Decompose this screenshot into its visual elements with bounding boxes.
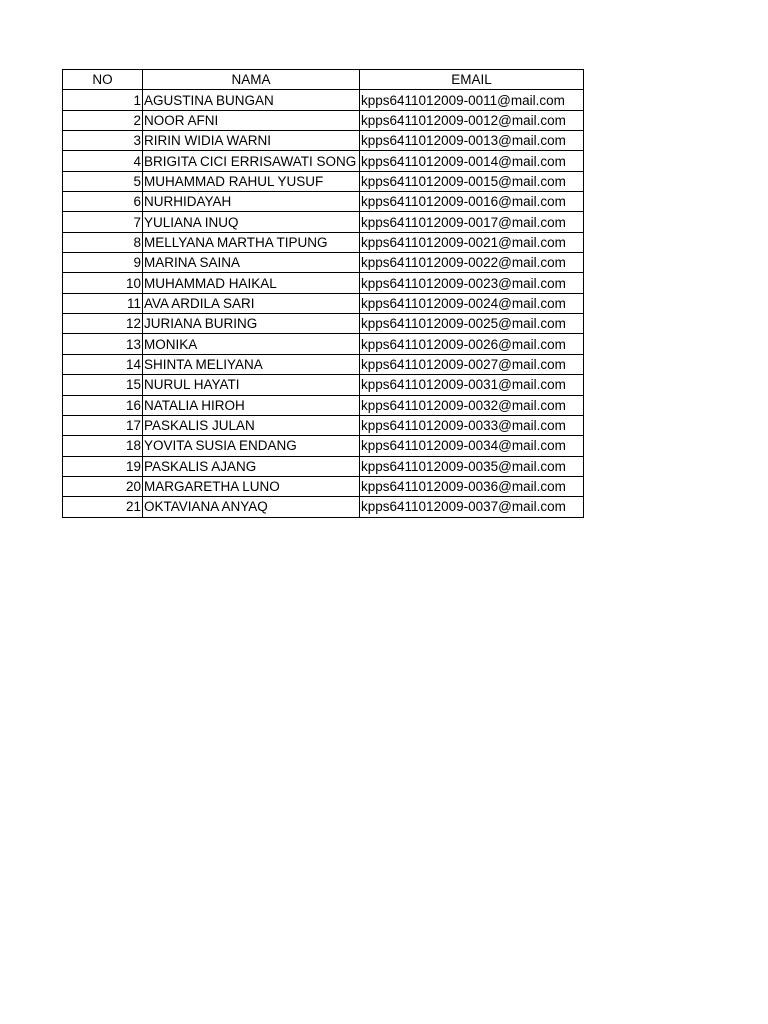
row-name-cell: YULIANA INUQ: [143, 212, 360, 232]
row-no-cell: 4: [63, 151, 143, 171]
row-name-cell: RIRIN WIDIA WARNI: [143, 131, 360, 151]
row-no-cell: 19: [63, 456, 143, 476]
table-row: [63, 395, 584, 415]
table-row: [63, 212, 584, 232]
row-email-cell: kpps6411012009-0026@mail.com: [360, 334, 584, 354]
row-no-cell: 2: [63, 110, 143, 130]
table-row: [63, 253, 584, 273]
row-name-cell: YOVITA SUSIA ENDANG: [143, 436, 360, 456]
row-no-cell: 9: [63, 253, 143, 273]
row-name-cell: JURIANA BURING: [143, 314, 360, 334]
row-no-cell: 18: [63, 436, 143, 456]
table-row: [63, 273, 584, 293]
contact-table: [62, 69, 584, 518]
table-body: [63, 90, 584, 517]
row-name-cell: MARGARETHA LUNO: [143, 476, 360, 496]
row-name-cell: AVA ARDILA SARI: [143, 293, 360, 313]
table-row: [63, 456, 584, 476]
row-email-cell: kpps6411012009-0015@mail.com: [360, 171, 584, 191]
row-no-cell: 17: [63, 415, 143, 435]
table-row: [63, 110, 584, 130]
table-row: [63, 497, 584, 517]
row-no-cell: 15: [63, 375, 143, 395]
row-email-cell: kpps6411012009-0037@mail.com: [360, 497, 584, 517]
row-no-cell: 16: [63, 395, 143, 415]
table-row: [63, 476, 584, 496]
header-email: EMAIL: [360, 70, 584, 90]
table-row: [63, 314, 584, 334]
row-email-cell: kpps6411012009-0025@mail.com: [360, 314, 584, 334]
row-email-cell: kpps6411012009-0017@mail.com: [360, 212, 584, 232]
row-email-cell: kpps6411012009-0036@mail.com: [360, 476, 584, 496]
row-no-cell: 10: [63, 273, 143, 293]
row-no-cell: 21: [63, 497, 143, 517]
table-row: [63, 415, 584, 435]
row-name-cell: NURHIDAYAH: [143, 192, 360, 212]
row-no-cell: 12: [63, 314, 143, 334]
table-row: [63, 90, 584, 110]
row-name-cell: MUHAMMAD RAHUL YUSUF: [143, 171, 360, 191]
row-email-cell: kpps6411012009-0027@mail.com: [360, 354, 584, 374]
table-row: [63, 131, 584, 151]
table-row: [63, 192, 584, 212]
row-email-cell: kpps6411012009-0011@mail.com: [360, 90, 584, 110]
row-no-cell: 3: [63, 131, 143, 151]
row-no-cell: 13: [63, 334, 143, 354]
row-name-cell: MUHAMMAD HAIKAL: [143, 273, 360, 293]
row-name-cell: OKTAVIANA ANYAQ: [143, 497, 360, 517]
table-row: [63, 151, 584, 171]
row-email-cell: kpps6411012009-0032@mail.com: [360, 395, 584, 415]
row-email-cell: kpps6411012009-0016@mail.com: [360, 192, 584, 212]
table-row: [63, 171, 584, 191]
row-no-cell: 1: [63, 90, 143, 110]
row-no-cell: 11: [63, 293, 143, 313]
row-email-cell: kpps6411012009-0023@mail.com: [360, 273, 584, 293]
row-no-cell: 8: [63, 232, 143, 252]
row-email-cell: kpps6411012009-0022@mail.com: [360, 253, 584, 273]
row-name-cell: BRIGITA CICI ERRISAWATI SONG: [143, 151, 360, 171]
row-email-cell: kpps6411012009-0013@mail.com: [360, 131, 584, 151]
row-email-cell: kpps6411012009-0034@mail.com: [360, 436, 584, 456]
table-row: [63, 436, 584, 456]
row-no-cell: 7: [63, 212, 143, 232]
table-row: [63, 293, 584, 313]
row-no-cell: 14: [63, 354, 143, 374]
table-row: [63, 334, 584, 354]
row-email-cell: kpps6411012009-0021@mail.com: [360, 232, 584, 252]
row-no-cell: 20: [63, 476, 143, 496]
row-email-cell: kpps6411012009-0035@mail.com: [360, 456, 584, 476]
row-name-cell: MONIKA: [143, 334, 360, 354]
table-row: [63, 375, 584, 395]
header-row: [63, 70, 584, 90]
row-name-cell: NURUL HAYATI: [143, 375, 360, 395]
row-name-cell: PASKALIS JULAN: [143, 415, 360, 435]
row-email-cell: kpps6411012009-0014@mail.com: [360, 151, 584, 171]
row-no-cell: 6: [63, 192, 143, 212]
row-no-cell: 5: [63, 171, 143, 191]
row-email-cell: kpps6411012009-0012@mail.com: [360, 110, 584, 130]
table-header: [63, 70, 584, 90]
row-name-cell: PASKALIS AJANG: [143, 456, 360, 476]
row-name-cell: SHINTA MELIYANA: [143, 354, 360, 374]
row-email-cell: kpps6411012009-0033@mail.com: [360, 415, 584, 435]
row-name-cell: NATALIA HIROH: [143, 395, 360, 415]
header-nama: NAMA: [143, 70, 360, 90]
row-name-cell: NOOR AFNI: [143, 110, 360, 130]
table-row: [63, 232, 584, 252]
row-email-cell: kpps6411012009-0024@mail.com: [360, 293, 584, 313]
row-name-cell: MELLYANA MARTHA TIPUNG: [143, 232, 360, 252]
row-name-cell: MARINA SAINA: [143, 253, 360, 273]
table-row: [63, 354, 584, 374]
header-no: NO: [63, 70, 143, 90]
row-name-cell: AGUSTINA BUNGAN: [143, 90, 360, 110]
row-email-cell: kpps6411012009-0031@mail.com: [360, 375, 584, 395]
